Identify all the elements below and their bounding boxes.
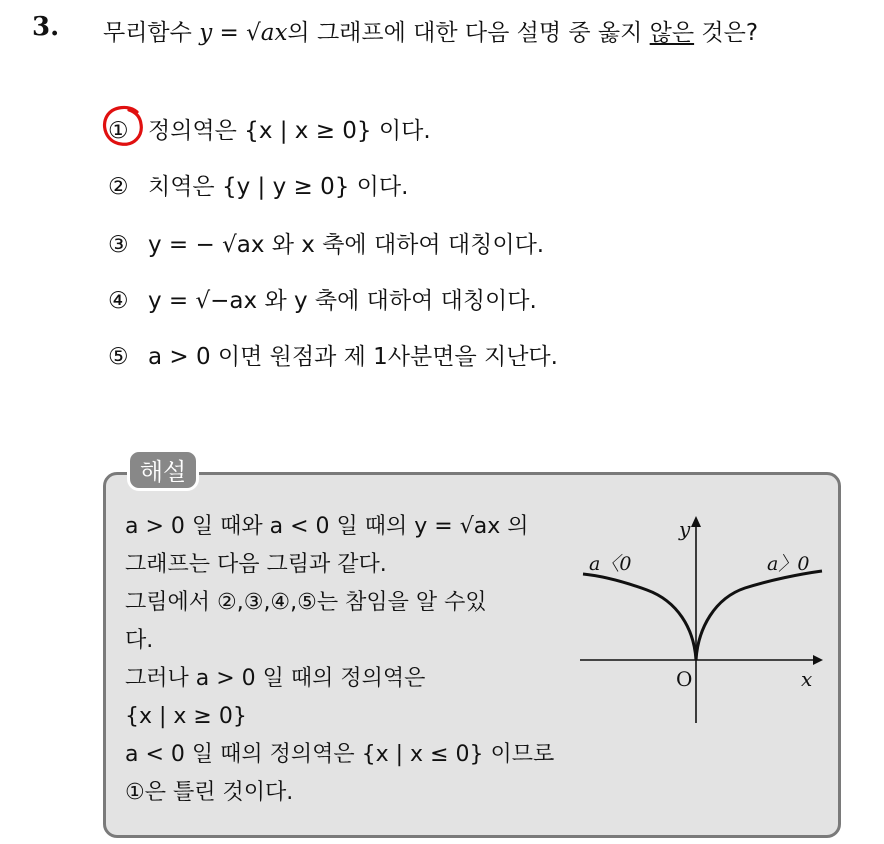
option-1-text: 정의역은 {x | x ≥ 0} 이다. [148, 118, 431, 144]
option-5-text: a > 0 이면 원점과 제 1사분면을 지난다. [148, 344, 558, 370]
option-2-text: 치역은 {y | y ≥ 0} 이다. [148, 174, 409, 200]
explanation-line: a < 0 일 때의 정의역은 {x | x ≤ 0} 이므로 [125, 742, 555, 767]
option-4[interactable] [108, 282, 537, 315]
question-text [103, 14, 758, 47]
explanation-line: 그림에서 ②,③,④,⑤는 참임을 알 수있 [125, 590, 487, 615]
question-text-after: 의 그래프에 대한 다음 설명 중 옳지 [287, 20, 650, 46]
option-1-number: ① [108, 118, 129, 144]
explanation-text [125, 508, 575, 812]
option-3-text: y = − √ax 와 x 축에 대하여 대칭이다. [148, 232, 545, 258]
left-curve-label: a〈0 [589, 553, 632, 575]
y-axis-arrow-icon [691, 516, 701, 527]
option-2-number: ② [108, 174, 129, 200]
origin-label: O [676, 667, 693, 691]
explanation-line: {x | x ≥ 0} [125, 704, 247, 729]
right-curve-label: a〉0 [767, 553, 810, 575]
x-axis-label: x [801, 667, 813, 691]
option-2[interactable] [108, 168, 408, 201]
question-emphasis: 않은 [649, 20, 695, 46]
option-1[interactable] [108, 112, 431, 145]
explanation-line: a > 0 일 때와 a < 0 일 때의 y = √ax 의 [125, 514, 529, 539]
curve-a-positive [696, 571, 822, 660]
question-number: 3. [32, 12, 60, 42]
y-axis-label: y [679, 517, 691, 541]
explanation-line: 다. [125, 628, 154, 653]
option-5[interactable] [108, 338, 558, 371]
explanation-line: ①은 틀린 것이다. [125, 780, 294, 805]
curve-a-negative [583, 574, 696, 660]
question-text-end: 것은? [694, 20, 759, 46]
sqrt-graph [575, 508, 830, 728]
question-text-before: 무리함수 [103, 20, 200, 46]
option-4-number: ④ [108, 288, 129, 314]
x-axis-arrow-icon [813, 655, 823, 665]
question-function: y = √ax [199, 20, 288, 46]
option-4-text: y = √−ax 와 y 축에 대하여 대칭이다. [148, 288, 537, 314]
option-3-number: ③ [108, 232, 129, 258]
explanation-tag: 해설 [127, 449, 199, 491]
option-3[interactable] [108, 226, 544, 259]
explanation-line: 그러나 a > 0 일 때의 정의역은 [125, 666, 426, 691]
explanation-line: 그래프는 다음 그림과 같다. [125, 552, 387, 577]
option-5-number: ⑤ [108, 344, 129, 370]
